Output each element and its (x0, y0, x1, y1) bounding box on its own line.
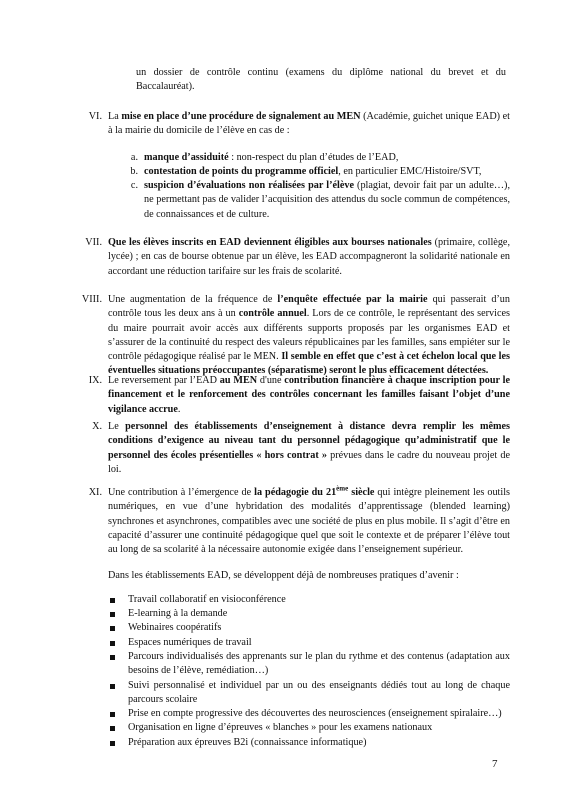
sub-item-b (114, 165, 510, 179)
list-item: Espaces numériques de travail (108, 636, 510, 650)
list-item-x (70, 420, 510, 477)
sub-item-letter: c. (130, 180, 138, 192)
bullet-square-icon (110, 598, 115, 603)
practices-intro: Dans les établissements EAD, se développent déjà de nombreuses pratiques d’avenir : (108, 570, 459, 582)
list-item-vi (70, 110, 510, 222)
item-number: VI. (88, 111, 102, 122)
item-text: Une contribution à l’émergence de la pédagogie du 21ème siècle qui intègre pleinement les outils numériques, en vue d’une hybridation des modalités d’apprentissage (blended learning) synchrones et asynchrones, compatibles avec une société de plus en plus mobile. Il s’agit d’être en capacité d’assurer une continuité pédagogique quel que soit le contexte et de préparer l’élève tout au long de sa scolarité à la nécessaire autonomie exigée dans l’enseignement supérieur. (108, 484, 510, 556)
list-item: Organisation en ligne d’épreuves « blanches » pour les examens nationaux (108, 721, 510, 735)
item-number: XI. (88, 487, 102, 498)
sub-item-c (114, 179, 510, 222)
list-item-viii (70, 293, 510, 379)
bullet-square-icon (110, 641, 115, 646)
list-item-xi (70, 486, 510, 750)
list-item-ix (70, 374, 510, 417)
sub-item-letter: a. (130, 151, 138, 163)
list-item: Suivi personnalisé et individuel par un ou des enseignants dédiés tout au long de chaque parcours scolaire (108, 679, 510, 708)
bullet-square-icon (110, 626, 115, 631)
list-item: Prise en compte progressive des découvertes des neurosciences (enseignement spiralaire…) (108, 707, 510, 721)
item-number: IX. (88, 375, 102, 386)
list-item: Préparation aux épreuves B2i (connaissance informatique) (108, 736, 510, 750)
item-text: Le personnel des établissements d’enseignement à distance devra remplir les mêmes conditions d’exigence au niveau tant du personnel pédagogique qu’administratif que le personnel des écoles présentielles « hors contrat » prévues dans le cadre du nouveau projet de loi. (108, 421, 510, 475)
bullet-square-icon (110, 726, 115, 731)
list-item-vii (70, 236, 510, 279)
intro-paragraph: un dossier de contrôle continu (examens du diplôme national du brevet et du Baccalauréat). (136, 67, 506, 93)
item-text: Le reversement par l’EAD au MEN d'une contribution financière à chaque inscription pour le financement et le renforcement des contrôles concernant les familles faisant l’objet d’une vigilance accrue. (108, 375, 510, 415)
bullet-square-icon (110, 741, 115, 746)
sub-list (70, 151, 510, 222)
bullet-square-icon (110, 612, 115, 617)
page-number: 7 (492, 758, 498, 770)
item-text: Une augmentation de la fréquence de l’enquête effectuée par la mairie qui passerait d’un contrôle tous les deux ans à un contrôle annuel. Lors de ce contrôle, le représentant des services du maire pourrait avoir accès aux différents supports proposés par les organismes EAD et s’assurer de la continuité du respect des valeurs républicaines par les familles, sans empiéter sur le contrôle pédagogique réalisé par le MEN. Il semble en effet que c’est à cet échelon local que les éventuelles situations préoccupantes (séparatisme) seront le plus efficacement détectées. (108, 294, 511, 377)
item-text: Que les élèves inscrits en EAD deviennent éligibles aux bourses nationales (primaire, collège, lycée) ; en cas de bourse obtenue par un élève, les EAD accompagneront la solidarité nationale en accordant une réduction tarifaire sur les frais de scolarité. (108, 237, 510, 277)
item-text: La mise en place d’une procédure de signalement au MEN (Académie, guichet unique EAD) et à la mairie du domicile de l’élève en cas de : (108, 111, 510, 137)
list-item: Parcours individualisés des apprenants sur le plan du rythme et des contenus (adaptation aux besoins de l’élève, remédiation…) (108, 650, 510, 679)
list-item: Travail collaboratif en visioconférence (108, 593, 510, 607)
sub-item-text: contestation de points du programme officiel, en particulier EMC/Histoire/SVT, (144, 165, 482, 177)
bullet-square-icon (110, 655, 115, 660)
item-number: VII. (85, 237, 102, 248)
list-item: Webinaires coopératifs (108, 621, 510, 635)
sub-item-letter: b. (130, 165, 138, 177)
sub-item-a (114, 151, 510, 165)
sub-item-text: manque d’assiduité : non-respect du plan d’études de l’EAD, (144, 151, 399, 163)
item-number: X. (92, 421, 102, 432)
item-number: VIII. (81, 294, 102, 305)
practices-list (108, 593, 510, 750)
bullet-square-icon (110, 684, 115, 689)
bullet-square-icon (110, 712, 115, 717)
list-item: E-learning à la demande (108, 607, 510, 621)
sub-item-text: suspicion d’évaluations non réalisées par l’élève (plagiat, devoir fait par un adulte…), ne permettant pas de valider l’acquisition des attendus du socle commun de compétences, de connaissances et de culture. (144, 180, 510, 220)
